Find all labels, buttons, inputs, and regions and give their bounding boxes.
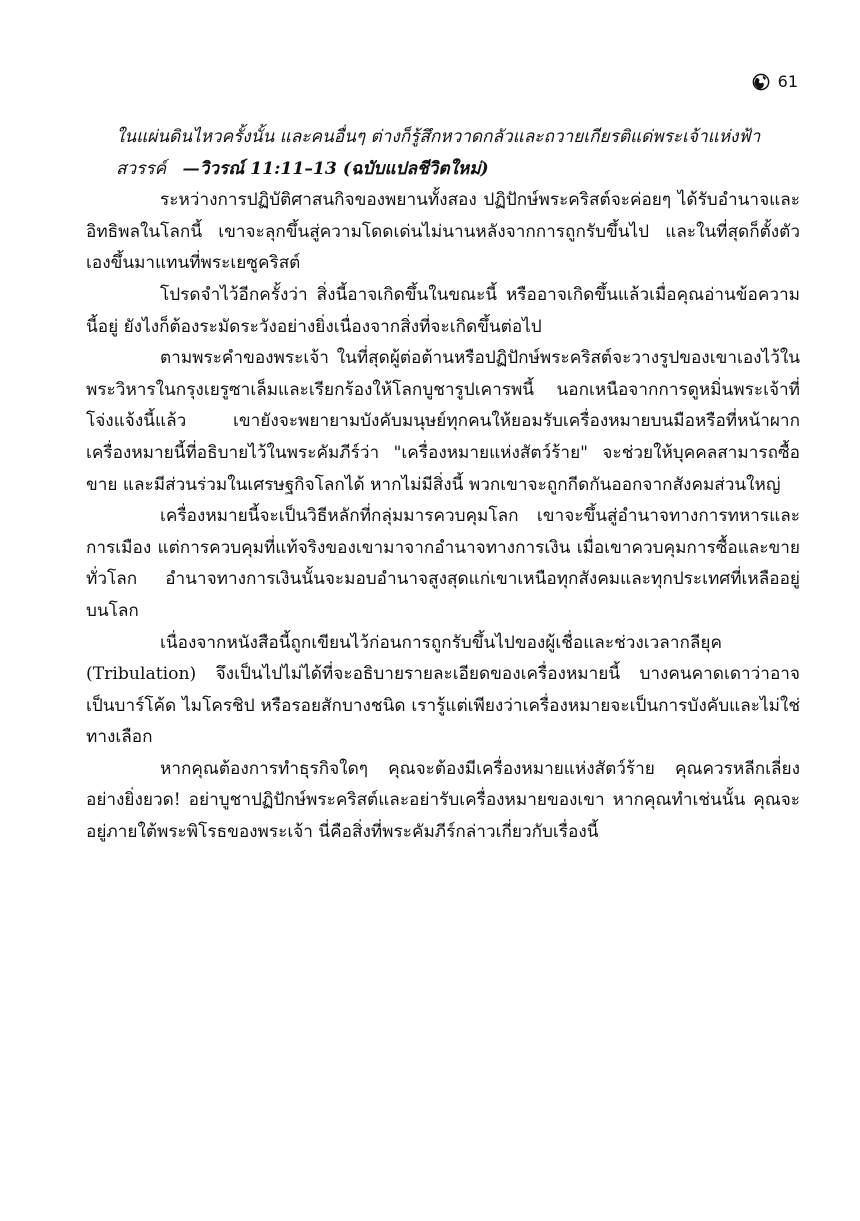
quote-text: ในแผ่นดินไหวครั้งนั้น และคนอื่นๆ ต่างก็รู้สึกหวาดกลัวและถวายเกียรติแด่พระเจ้าแห่งฟ้าสวรรค์ xyxy=(116,127,761,179)
paragraph-4: เครื่องหมายนี้จะเป็นวิธีหลักที่กลุ่มมารควบคุมโลก เขาจะขึ้นสู่อำนาจทางการทหารและการเมือง แต่การควบคุมที่แท้จริงของเขามาจากอำนาจทางการเงิน เมื่อเขาควบคุมการซื้อและขายทั่วโลก อำนาจทางการเงินนั้นจะมอบอำนาจสูงสุดแก่เขาเหนือทุกสังคมและทุกประเทศที่เหลืออยู่บนโลก xyxy=(86,506,800,621)
paragraph-1: ระหว่างการปฏิบัติศาสนกิจของพยานทั้งสอง ปฏิปักษ์พระคริสต์จะค่อยๆ ได้รับอำนาจและอิทธิพลในโลกนี้ เขาจะลุกขึ้นสู่ความโดดเด่นไม่นานหลังจากการถูกรับขึ้นไป และในที่สุดก็ตั้งตัวเองขึ้นมาแทนที่พระเยซูคริสต์ xyxy=(86,190,800,274)
paragraph-6: หากคุณต้องการทำธุรกิจใดๆ คุณจะต้องมีเครื่องหมายแห่งสัตว์ร้าย คุณควรหลีกเลี่ยงอย่างยิ่งยวด! อย่าบูชาปฏิปักษ์พระคริสต์และอย่ารับเครื่องหมายของเขา หากคุณทำเช่นนั้น คุณจะอยู่ภายใต้พระพิโรธของพระเจ้า นี่คือสิ่งที่พระคัมภีร์กล่าวเกี่ยวกับเรื่องนี้ xyxy=(86,758,800,843)
quote-reference: —วิวรณ์ 11:11–13 (ฉบับแปลชีวิตใหม่) xyxy=(182,158,489,179)
page-header xyxy=(752,72,798,91)
page-number: 61 xyxy=(777,72,798,91)
paragraph-3: ตามพระคำของพระเจ้า ในที่สุดผู้ต่อต้านหรือปฏิปักษ์พระคริสต์จะวางรูปของเขาเองไว้ในพระวิหารในกรุงเยรูซาเล็มและเรียกร้องให้โลกบูชารูปเคารพนี้ นอกเหนือจากการดูหมิ่นพระเจ้าที่โจ่งแจ้งนี้แล้ว เขายังจะพยายามบังคับมนุษย์ทุกคนให้ยอมรับเครื่องหมายบนมือหรือที่หน้าผาก เครื่องหมายนี้ที่อธิบายไว้ในพระคัมภีร์ว่า "เครื่องหมายแห่งสัตว์ร้าย" จะช่วยให้บุคคลสามารถซื้อ ขาย และมีส่วนร่วมในเศรษฐกิจโลกได้ หากไม่มีสิ่งนี้ พวกเขาจะถูกกีดกันออกจากสังคมส่วนใหญ่ xyxy=(86,348,800,495)
globe-icon xyxy=(752,73,770,91)
paragraph-5: เนื่องจากหนังสือนี้ถูกเขียนไว้ก่อนการถูกรับขึ้นไปของผู้เชื่อและช่วงเวลากลียุค (Tribulation) จึงเป็นไปไม่ได้ที่จะอธิบายรายละเอียดของเครื่องหมายนี้ บางคนคาดเดาว่าอาจเป็นบาร์โค้ด ไมโครชิป หรือรอยสักบางชนิด เรารู้แต่เพียงว่าเครื่องหมายจะเป็นการบังคับและไม่ใช่ทางเลือก xyxy=(86,632,800,748)
scripture-quote xyxy=(86,122,800,185)
paragraph-2: โปรดจำไว้อีกครั้งว่า สิ่งนี้อาจเกิดขึ้นในขณะนี้ หรืออาจเกิดขึ้นแล้วเมื่อคุณอ่านข้อความนี้อยู่ ยังไงก็ต้องระมัดระวังอย่างยิ่งเนื่องจากสิ่งที่จะเกิดขึ้นต่อไป xyxy=(86,284,800,337)
body-text xyxy=(86,122,800,849)
